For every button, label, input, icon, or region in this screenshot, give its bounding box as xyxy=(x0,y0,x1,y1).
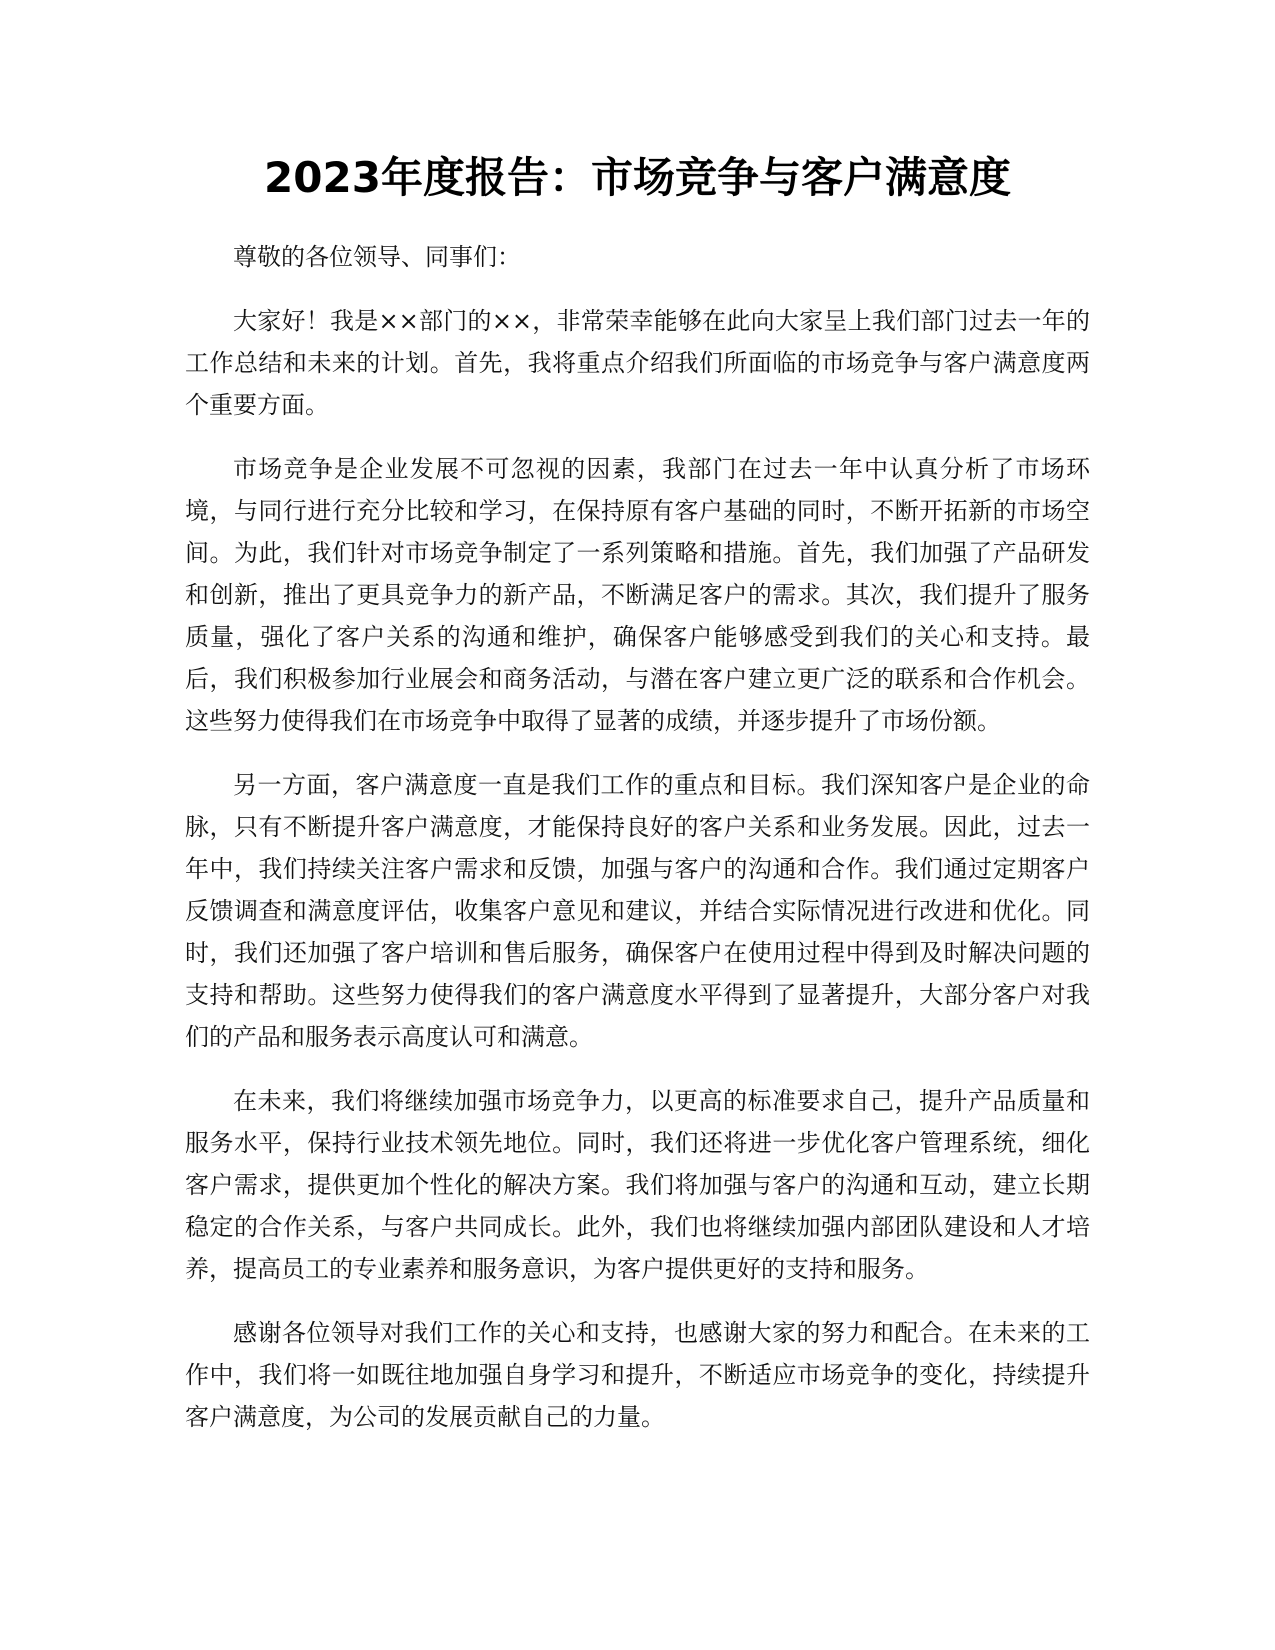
customer-satisfaction-paragraph: 另一方面，客户满意度一直是我们工作的重点和目标。我们深知客户是企业的命脉，只有不断提升客户满意度，才能保持良好的客户关系和业务发展。因此，过去一年中，我们持续关注客户需求和反馈，加强与客户的沟通和合作。我们通过定期客户反馈调查和满意度评估，收集客户意见和建议，并结合实际情况进行改进和优化。同时，我们还加强了客户培训和售后服务，确保客户在使用过程中得到及时解决问题的支持和帮助。这些努力使得我们的客户满意度水平得到了显著提升，大部分客户对我们的产品和服务表示高度认可和满意。 xyxy=(185,771,1090,1051)
document-body xyxy=(185,236,1090,1460)
salutation-paragraph: 尊敬的各位领导、同事们： xyxy=(233,243,521,271)
market-competition-paragraph: 市场竞争是企业发展不可忽视的因素，我部门在过去一年中认真分析了市场环境，与同行进行充分比较和学习，在保持原有客户基础的同时，不断开拓新的市场空间。为此，我们针对市场竞争制定了一系列策略和措施。首先，我们加强了产品研发和创新，推出了更具竞争力的新产品，不断满足客户的需求。其次，我们提升了服务质量，强化了客户关系的沟通和维护，确保客户能够感受到我们的关心和支持。最后，我们积极参加行业展会和商务活动，与潜在客户建立更广泛的联系和合作机会。这些努力使得我们在市场竞争中取得了显著的成绩，并逐步提升了市场份额。 xyxy=(185,455,1090,735)
future-plan-paragraph: 在未来，我们将继续加强市场竞争力，以更高的标准要求自己，提升产品质量和服务水平，保持行业技术领先地位。同时，我们还将进一步优化客户管理系统，细化客户需求，提供更加个性化的解决方案。我们将加强与客户的沟通和互动，建立长期稳定的合作关系，与客户共同成长。此外，我们也将继续加强内部团队建设和人才培养，提高员工的专业素养和服务意识，为客户提供更好的支持和服务。 xyxy=(185,1087,1090,1283)
document-title: 2023年度报告：市场竞争与客户满意度 xyxy=(264,153,1011,202)
closing-paragraph: 感谢各位领导对我们工作的关心和支持，也感谢大家的努力和配合。在未来的工作中，我们将一如既往地加强自身学习和提升，不断适应市场竞争的变化，持续提升客户满意度，为公司的发展贡献自己的力量。 xyxy=(185,1319,1090,1431)
opening-paragraph: 大家好！我是××部门的××，非常荣幸能够在此向大家呈上我们部门过去一年的工作总结和未来的计划。首先，我将重点介绍我们所面临的市场竞争与客户满意度两个重要方面。 xyxy=(185,307,1090,419)
